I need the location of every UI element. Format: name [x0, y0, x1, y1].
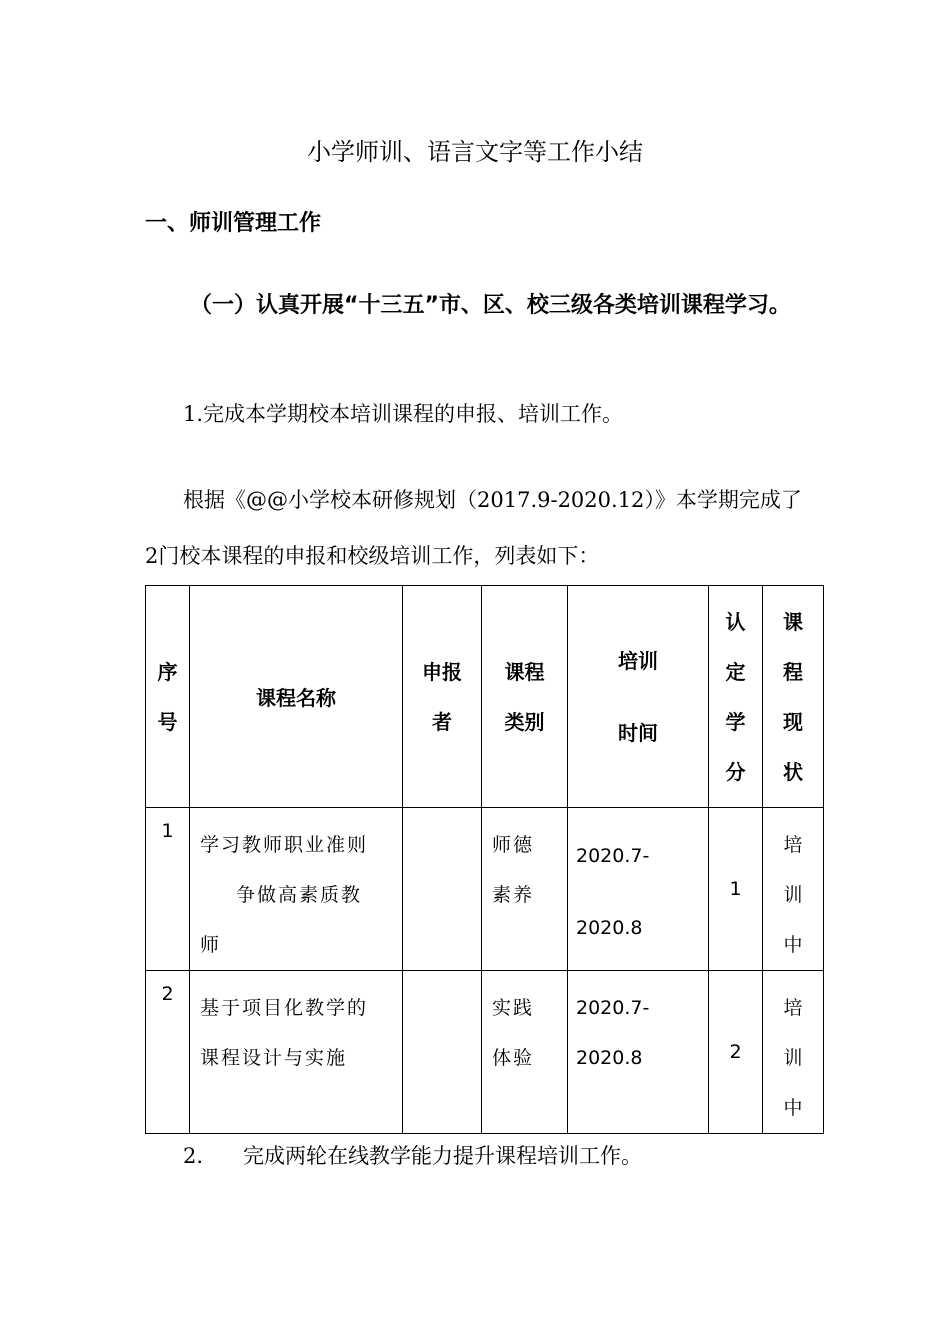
item-1-text: 1.完成本学期校本培训课程的申报、培训工作。 [183, 402, 624, 426]
row-seq: 1 [146, 808, 190, 971]
row-training-time: 2020.7- 2020.8 [568, 971, 709, 1134]
item-2-number: 2. [183, 1144, 204, 1168]
item-2-text: 完成两轮在线教学能力提升课程培训工作。 [243, 1144, 642, 1168]
row-applicant [403, 971, 482, 1134]
row-category: 师德 素养 [482, 808, 568, 971]
header-seq: 序 号 [146, 586, 190, 808]
table-row [146, 808, 824, 971]
row-status: 培 训 中 [763, 971, 824, 1134]
header-course-name: 课程名称 [190, 586, 403, 808]
header-credit: 认 定 学 分 [709, 586, 763, 808]
item-2 [183, 1140, 642, 1170]
section-heading: 一、师训管理工作 [145, 211, 322, 236]
row-credit: 1 [709, 808, 763, 971]
row-credit: 2 [709, 971, 763, 1134]
header-training-time: 培训 时间 [568, 586, 709, 808]
document-title: 小学师训、语言文字等工作小结 [307, 138, 643, 166]
row-seq: 2 [146, 971, 190, 1134]
row-category: 实践 体验 [482, 971, 568, 1134]
table-row [146, 971, 824, 1134]
course-table [145, 585, 824, 1134]
row-applicant [403, 808, 482, 971]
header-category: 课程 类别 [482, 586, 568, 808]
row-training-time: 2020.7- 2020.8 [568, 808, 709, 971]
table-header-row [146, 586, 824, 808]
row-course-name: 基于项目化教学的 课程设计与实施 [190, 971, 403, 1134]
subsection-heading: （一）认真开展“十三五”市、区、校三级各类培训课程学习。 [190, 293, 791, 318]
row-status: 培 训 中 [763, 808, 824, 971]
intro-paragraph: 根据《@@小学校本研修规划（2017.9-2020.12）》本学期完成了2门校本课程的申报和校级培训工作，列表如下： [145, 488, 802, 568]
header-applicant: 申报 者 [403, 586, 482, 808]
row-course-name: 学习教师职业准则 争做高素质教 师 [190, 808, 403, 971]
header-status: 课 程 现 状 [763, 586, 824, 808]
